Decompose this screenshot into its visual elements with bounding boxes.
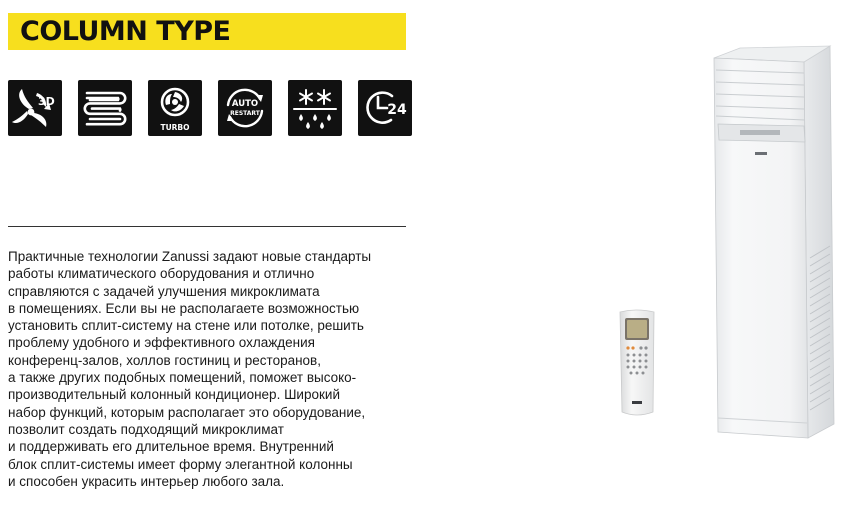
timer-24-icon xyxy=(358,80,412,136)
3d-airflow-icon xyxy=(8,80,62,136)
section-divider xyxy=(8,226,406,227)
description-line: блок сплит-системы имеет форму элегантной колонны xyxy=(8,456,353,472)
timer-24-label: 24 xyxy=(387,102,407,118)
title-banner xyxy=(8,13,406,50)
description-text xyxy=(8,248,412,490)
3d-label: 3D xyxy=(38,95,55,108)
heating-coil-icon xyxy=(78,80,132,136)
column-unit-image xyxy=(706,40,852,442)
auto-restart-icon xyxy=(218,80,272,136)
description-line: работы климатического оборудования и отлично xyxy=(8,266,315,282)
description-line: в помещениях. Если вы не располагаете возможностью xyxy=(8,300,360,316)
description-line: Практичные технологии Zanussi задают новые стандарты xyxy=(8,249,372,264)
description-line: а также других подобных помещений, поможет высоко- xyxy=(8,370,357,386)
description-line: установить сплит-систему на стене или потолке, решить xyxy=(8,318,364,334)
snow-drops-icon xyxy=(288,80,342,136)
description-line: набор функций, которым располагает это оборудование, xyxy=(8,404,366,420)
description-line: позволит создать подходящий микроклимат xyxy=(8,421,284,437)
description-line: справляются с задачей улучшения микроклимата xyxy=(8,283,320,299)
description-line: и способен украсить интерьер любого зала. xyxy=(8,473,285,489)
description-line: проблему удобного и эффективного охлаждения xyxy=(8,335,315,351)
restart-label: RESTART xyxy=(230,110,260,117)
page-title: COLUMN TYPE xyxy=(20,16,231,47)
description-line: конференц-залов, холлов гостиниц и ресторанов, xyxy=(8,352,321,368)
remote-control-image xyxy=(614,308,660,420)
auto-label: AUTO xyxy=(231,99,259,109)
feature-icons-row xyxy=(8,80,412,136)
description-line: и поддерживать его длительное время. Внутренний xyxy=(8,439,334,455)
description-line: производительный колонный кондиционер. Широкий xyxy=(8,387,340,403)
turbo-label: TURBO xyxy=(160,123,190,132)
turbo-icon xyxy=(148,80,202,136)
